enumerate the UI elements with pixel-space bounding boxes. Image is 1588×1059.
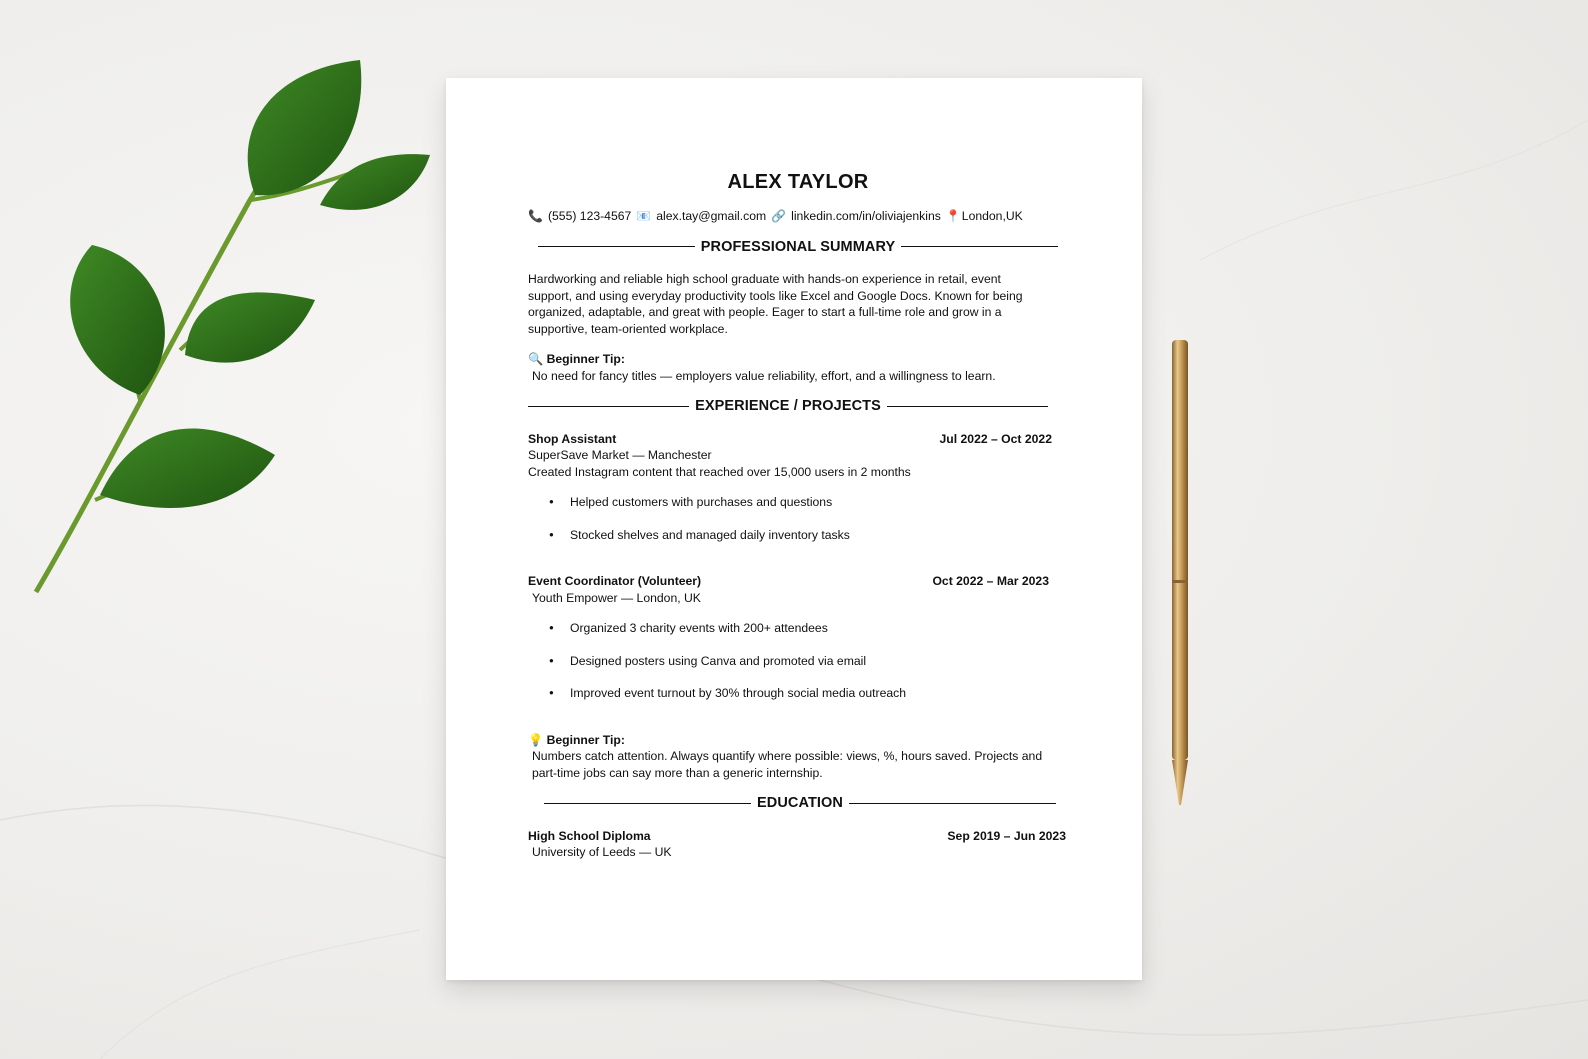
heading-rule bbox=[544, 803, 751, 804]
tip-title: Beginner Tip: bbox=[546, 732, 625, 747]
magnifier-icon: 🔍 bbox=[528, 352, 544, 366]
list-item: ● Stocked shelves and managed daily inventory tasks bbox=[528, 527, 1052, 544]
resume-content bbox=[528, 170, 1068, 861]
job-bullets bbox=[528, 494, 1052, 543]
phone-icon: 📞 bbox=[528, 209, 543, 223]
heading-rule bbox=[849, 803, 1056, 804]
list-item: ● Organized 3 charity events with 200+ attendees bbox=[528, 620, 1049, 637]
job-note: Created Instagram content that reached over 15,000 users in 2 months bbox=[528, 464, 911, 479]
tip-text: No need for fancy titles — employers value reliability, effort, and a willingness to learn. bbox=[532, 368, 996, 383]
heading-rule bbox=[887, 406, 1048, 407]
email-icon: 📧 bbox=[636, 209, 652, 223]
job-dates: Jul 2022 – Oct 2022 bbox=[939, 431, 1052, 446]
summary-heading bbox=[528, 239, 1068, 256]
job-header bbox=[528, 431, 1052, 448]
education-dates: Sep 2019 – Jun 2023 bbox=[947, 828, 1066, 843]
resume-paper bbox=[446, 78, 1142, 980]
experience-tip bbox=[528, 732, 1068, 782]
contact-phone: (555) 123-4567 bbox=[547, 209, 632, 223]
heading-rule bbox=[528, 406, 689, 407]
school: University of Leeds — UK bbox=[532, 845, 672, 859]
job-header bbox=[528, 573, 1049, 590]
job-title: Event Coordinator (Volunteer) bbox=[528, 574, 702, 588]
job-dates: Oct 2022 – Mar 2023 bbox=[932, 574, 1049, 588]
education-entry bbox=[528, 828, 1066, 861]
lightbulb-icon: 💡 bbox=[528, 732, 544, 747]
list-item: ● Improved event turnout by 30% through social media outreach bbox=[528, 685, 1049, 702]
list-item: ● Helped customers with purchases and questions bbox=[528, 494, 1052, 511]
job-title: Shop Assistant bbox=[528, 431, 617, 446]
pin-icon: 📍 bbox=[945, 209, 961, 223]
degree: High School Diploma bbox=[528, 828, 651, 843]
link-icon: 🔗 bbox=[771, 209, 787, 223]
tip-title: Beginner Tip: bbox=[546, 352, 625, 366]
contact-linkedin: linkedin.com/in/oliviajenkins bbox=[791, 209, 941, 223]
contact-location: London,UK bbox=[961, 209, 1023, 223]
heading-rule bbox=[901, 246, 1058, 247]
job-org: SuperSave Market — Manchester bbox=[528, 448, 712, 462]
tip-text: Numbers catch attention. Always quantify where possible: views, %, hours saved. Projects and part-time jobs can say more than a generic internship. bbox=[532, 749, 1043, 780]
job-entry bbox=[528, 573, 1049, 702]
summary-tip bbox=[528, 351, 1068, 384]
education-heading bbox=[528, 795, 1056, 812]
experience-heading bbox=[528, 398, 1048, 415]
heading-rule bbox=[538, 246, 695, 247]
leaf-branch-image bbox=[0, 0, 460, 640]
list-item: ● Designed posters using Canva and promoted via email bbox=[528, 653, 1049, 670]
job-org: Youth Empower — London, UK bbox=[532, 590, 701, 605]
job-entry bbox=[528, 431, 1052, 544]
contact-email: alex.tay@gmail.com bbox=[656, 209, 767, 223]
summary-heading-label: PROFESSIONAL SUMMARY bbox=[700, 238, 896, 255]
education-header bbox=[528, 828, 1066, 845]
gold-pen-image bbox=[1160, 330, 1200, 820]
summary-text: Hardworking and reliable high school graduate with hands-on experience in retail, event support, and using everyday productivity tools like Excel and Google Docs. Known for being organized, adaptable, and great with people. Eager to start a full-time role and grow in a supportive, team-oriented workplace. bbox=[528, 272, 1023, 336]
resume-name: ALEX TAYLOR bbox=[727, 171, 869, 193]
contact-line bbox=[528, 208, 1068, 225]
experience-heading-label: EXPERIENCE / PROJECTS bbox=[695, 398, 881, 414]
job-bullets bbox=[528, 620, 1049, 702]
education-heading-label: EDUCATION bbox=[756, 795, 844, 811]
